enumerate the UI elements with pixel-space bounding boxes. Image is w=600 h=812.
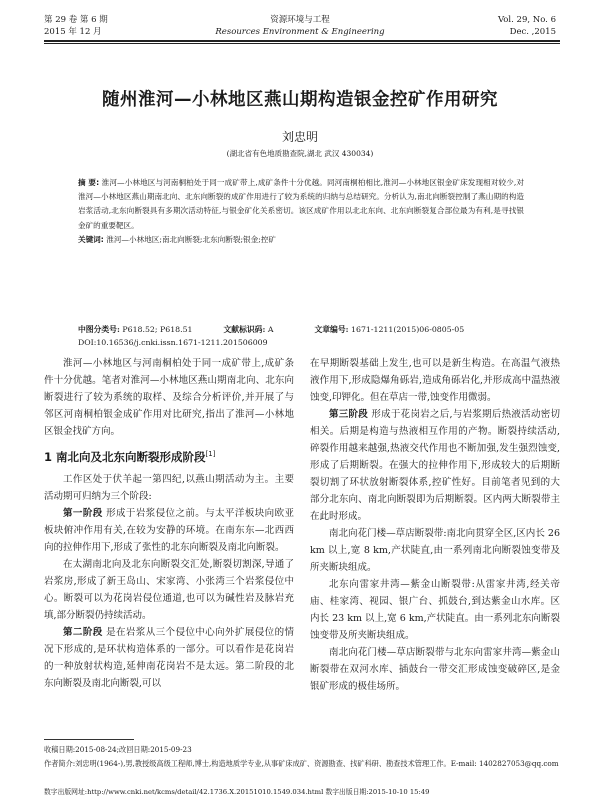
- classification-line: [78, 323, 464, 336]
- ns-fault-zone-paragraph: 南北向花门楼—草店断裂带:南北向贯穿全区,区内长 26 km 以上,宽 8 km,产状陡直,由一系列南北向断裂蚀变带及所夹断块组成。: [310, 528, 560, 573]
- intro-paragraph: 淮河—小林地区与河南桐柏处于同一成矿带上,成矿条件十分优越。笔者对淮河—小林地区燕山期南北向、北东向断裂进行了较为系统的取样、及综合分析评价,并开展了与邻区河南桐柏银金成矿作用对比研究,指出了淮河—小林地区银金找矿方向。: [44, 358, 294, 437]
- footnote-separator: [44, 739, 134, 740]
- date-cn: 2015 年 12 月: [44, 27, 102, 37]
- body-right-column: [310, 355, 560, 695]
- doi-line: DOI:10.16536/j.cnki.issn.1671-1211.201506009: [78, 338, 268, 347]
- keywords-text: 淮河—小林地区;南北向断裂;北东向断裂;银金;控矿: [106, 234, 276, 244]
- stage-1-text: 形成于岩浆侵位之前。与太平洋板块向欧亚板块俯冲作用有关,在较为安静的环境。在南东东—北西西向的拉伸作用下,形成了张性的北东向断裂及南北向断裂。: [44, 507, 294, 553]
- keywords-label: 关键词:: [78, 234, 104, 244]
- clc-value: P618.52; P618.51: [122, 325, 193, 334]
- body-left-column: [44, 355, 294, 692]
- stage-3-label: 第三阶段: [329, 409, 369, 420]
- stage-2-paragraph: [44, 624, 294, 692]
- fault-intersection-paragraph: 南北向花门楼—草店断裂带与北东向雷家井湾—紫金山断裂带在双河水库、插鼓台一带交汇形成蚀变破碎区,是金银矿形成的极佳场所。: [310, 647, 560, 692]
- abstract-text: 淮河—小林地区与河南桐柏处于同一成矿带上,成矿条件十分优越。同河南桐柏相比,淮河—小林地区银金矿床发现相对较少,对淮河—小林地区燕山期南北向、北东向断裂的成矿作用进行了较为系统的归纳与总结研究。分析认为,南北向断裂控制了燕山期的构造岩浆活动,北东向断裂具有多期次活动特征,与银金矿化关系密切。该区成矿作用以北北东向、北东向断裂复合部位最为有利,是寻找银金矿的重要靶区。: [78, 178, 524, 230]
- ne-fault-zone-paragraph: 北东向雷家井湾—紫金山断裂带:从雷家井湾,经关帝庙、桂家湾、视园、银广台、抓鼓台,到达紫金山水库。区内长 23 km 以上,宽 6 km,产状陡直。由一系列北东向断裂蚀变带及所夹断块组成。: [310, 579, 560, 641]
- article-title: 随州淮河—小林地区燕山期构造银金控矿作用研究: [102, 90, 498, 110]
- stage-2-text: 是在岩浆从三个侵位中心向外扩展侵位的情况下形成的,是环状构造体系的一部分。可以看作是花岗岩的一种放射状构造,延伸南花岗岩不是太远。第二阶段的北东向断裂及南北向断裂,可以: [44, 626, 294, 689]
- intrusion-center-paragraph: 在太湖南北向及北东向断裂交汇处,断裂切割深,导通了岩浆房,形成了新王岛山、宋家湾、小张湾三个岩浆侵位中心。断裂可以为花岗岩侵位通道,也可以为碱性岩及脉岩充填,部分断裂仍持续活动。: [44, 558, 294, 621]
- stages-intro-paragraph: 工作区处于伏羊起一第四纪,以燕山期活动为主。主要活动期可归纳为三个阶段:: [44, 473, 294, 502]
- doc-code-value: A: [267, 325, 274, 334]
- section-1-ref: [1]: [205, 450, 216, 458]
- journal-name-cn: 资源环境与工程: [270, 15, 330, 25]
- stage-3-text: 形成于花岗岩之后,与岩浆期后热液活动密切相关。后期是构造与热液相互作用的产物。断裂持续活动,碎裂作用越来越强,热液交代作用也不断加强,发生强烈蚀变,形成了后期断裂。在强大的拉伸作用下,形成较大的后期断裂切割了环状放射断裂体系,控矿性好。目前笔者见到的大部分北东向、南北向断裂即为后期断裂。区内两大断裂带主在此时形成。: [310, 409, 560, 522]
- stage-2-label: 第二阶段: [63, 626, 103, 638]
- clc-label: 中图分类号:: [78, 325, 120, 334]
- received-date: 收稿日期:2015-08-24;改回日期:2015-09-23: [44, 745, 192, 754]
- stage-3-paragraph: [310, 406, 560, 525]
- header-rule-thin: [44, 43, 560, 44]
- journal-name-en: Resources Environment & Engineering: [215, 27, 385, 37]
- stage-1-label: 第一阶段: [63, 507, 103, 519]
- article-no-label: 文章编号:: [314, 325, 349, 334]
- digital-publish-info: 数字出版网址:http://www.cnki.net/kcms/detail/42.1736.X.20151010.1549.034.html 数字出版日期:2015-10-10 15:49: [44, 788, 430, 796]
- author-affiliation: (湖北省有色地质勘查院,湖北 武汉 430034): [226, 149, 374, 158]
- article-no-value: 1671-1211(2015)06-0805-05: [351, 325, 465, 334]
- author-bio: 作者简介:刘忠明(1964-),男,教授级高级工程师,博士,构造地质学专业,从事矿床成矿、资源勘查、找矿科研、勘查技术管理工作。E-mail: 1402827053@qq.com: [44, 759, 559, 768]
- abstract-label: 摘 要:: [78, 178, 100, 187]
- abstract: [78, 176, 524, 247]
- doc-code-label: 文献标识码:: [223, 325, 266, 334]
- volume-issue-en: Vol. 29, No. 6: [497, 15, 556, 25]
- volume-issue-cn: 第 29 卷 第 6 期: [44, 15, 108, 25]
- stage-2-continuation: 在早期断裂基础上发生,也可以是新生构造。在高温气液热液作用下,形成隐爆角砾岩,造成角砾岩化,并形成高中温热液蚀变,印钾化。但在草店一带,蚀变作用微弱。: [310, 358, 560, 403]
- section-1-title: 1 南北向及北东向断裂形成阶段: [44, 449, 206, 464]
- date-en: Dec. ,2015: [509, 27, 556, 37]
- stage-1-paragraph: [44, 505, 294, 556]
- section-1-heading: [44, 443, 294, 468]
- author-name: 刘忠明: [281, 130, 318, 144]
- header-rule-thick: [44, 40, 560, 42]
